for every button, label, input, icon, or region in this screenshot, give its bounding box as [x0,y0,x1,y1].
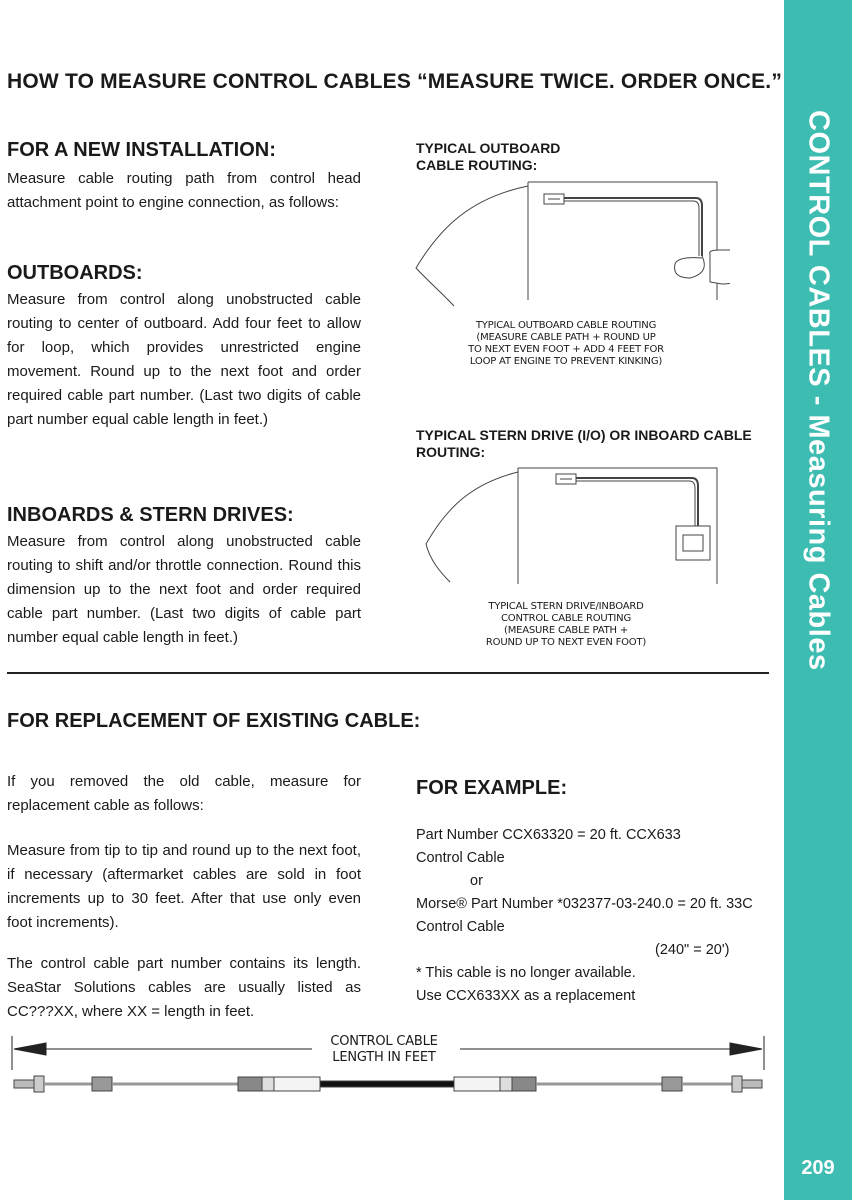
stern-caption-line: (MEASURE CABLE PATH + [504,625,628,636]
replacement-heading: FOR REPLACEMENT OF EXISTING CABLE: [7,710,421,732]
example-line: Control Cable [416,919,505,935]
outboards-heading: OUTBOARDS: [7,262,143,284]
outboard-diagram-title [416,140,560,174]
example-line: Part Number CCX63320 = 20 ft. CCX633 [416,827,681,843]
example-line: (240" = 20') [655,942,730,958]
sidebar-title: CONTROL CABLES - Measuring Cables [802,110,835,671]
example-line: Control Cable [416,850,505,866]
outboard-caption-line: TO NEXT EVEN FOOT + ADD 4 FEET FOR [468,344,664,355]
outboard-routing-diagram [410,178,730,318]
cable-label-line: CONTROL CABLE [330,1034,438,1049]
example-heading: FOR EXAMPLE: [416,777,568,799]
sidebar-title-box [784,110,852,671]
left-arrow-icon [14,1043,46,1055]
right-arrow-icon [730,1043,762,1055]
stern-diagram-title-line1: TYPICAL STERN DRIVE (I/O) OR INBOARD CABLE [416,427,752,443]
cable-label-line: LENGTH IN FEET [332,1050,436,1065]
outboard-caption-line: TYPICAL OUTBOARD CABLE ROUTING [475,320,657,331]
replacement-text-3: The control cable part number contains its length. SeaStar Solutions cables are usually listed as CC???XX, where XX = length in feet. [7,955,361,1020]
stern-diagram-title [416,427,752,461]
new-installation-heading: FOR A NEW INSTALLATION: [7,139,276,161]
outboards-text: Measure from control along unobstructed cable routing to center of outboard. Add four feet to allow for loop, which provides unrestricted engine movement. Round up to the next foot and order required cable part number. (Last two digits of cable part number equal cable length in feet.) [7,291,361,428]
cable-illustration [14,1076,762,1092]
page-title: HOW TO MEASURE CONTROL CABLES “MEASURE TWICE. ORDER ONCE.” [7,70,783,93]
stern-caption-line: ROUND UP TO NEXT EVEN FOOT) [485,637,647,648]
stern-routing-diagram [410,464,730,600]
page-number: 209 [801,1157,835,1179]
inboards-heading: INBOARDS & STERN DRIVES: [7,504,294,526]
inboards-text: Measure from control along unobstructed cable routing to shift and/or throttle connection. Round this dimension up to the next foot and order required cable part number. (Last two digits of cable part number equal cable length in feet.) [7,533,361,646]
outboard-diagram-title-line1: TYPICAL OUTBOARD [416,140,561,156]
replacement-text-2: Measure from tip to tip and round up to the next foot, if necessary (aftermarket cables are sold in foot increments up to 30 feet. After that use only even foot increments). [7,842,361,931]
stern-diagram-title-line2: ROUTING: [416,444,486,460]
example-line: Use CCX633XX as a replacement [416,988,636,1004]
replacement-text-1: If you removed the old cable, measure for replacement cable as follows: [7,773,361,814]
stern-caption-line: CONTROL CABLE ROUTING [501,613,631,624]
cable-length-diagram [0,1036,784,1096]
stern-caption-line: TYPICAL STERN DRIVE/INBOARD [488,601,644,612]
outboard-diagram-title-line2: CABLE ROUTING: [416,157,538,173]
section-divider [7,672,769,674]
example-line: Morse® Part Number *032377-03-240.0 = 20 ft. 33C [416,896,753,912]
example-line: or [470,873,483,889]
new-installation-text: Measure cable routing path from control head attachment point to engine connection, as follows: [7,170,361,211]
outboard-diagram-caption [416,320,716,368]
outboard-caption-line: LOOP AT ENGINE TO PREVENT KINKING) [469,356,663,367]
sidebar [784,0,852,1200]
example-block [416,824,766,1008]
stern-diagram-caption [416,601,716,649]
outboard-caption-line: (MEASURE CABLE PATH + ROUND UP [476,332,656,343]
example-line: * This cable is no longer available. [416,965,636,981]
outboard-boat-outline [528,182,717,300]
